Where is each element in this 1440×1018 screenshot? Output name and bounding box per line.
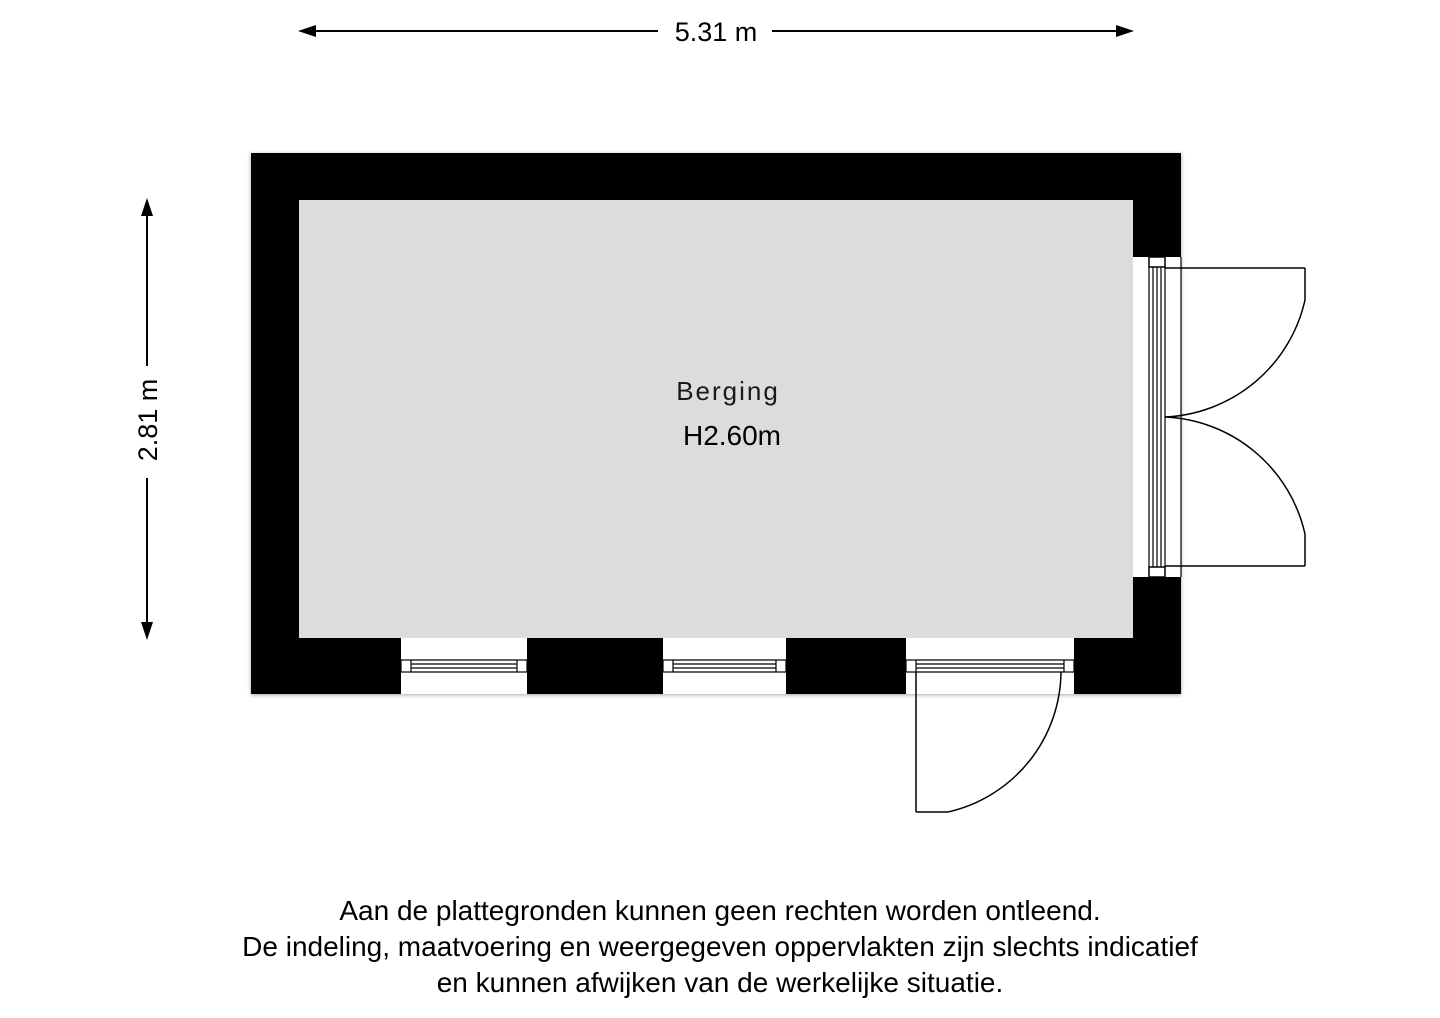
disclaimer [0,893,1440,1001]
double-door-right [1133,257,1305,577]
room-name: Berging [676,376,780,406]
arrow-left-icon [298,25,316,37]
arrow-down-icon [141,622,153,640]
depth-label: 2.81 m [133,378,163,462]
room-height: H2.60m [682,420,782,451]
window-middle [663,638,786,694]
disclaimer-line-3: en kunnen afwijken van de werkelijke situatie. [436,967,1004,998]
door-bottom [906,638,1074,812]
depth-dimension [133,198,163,640]
disclaimer-line-1: Aan de plattegronden kunnen geen rechten worden ontleend. [339,895,1101,926]
arrow-up-icon [141,198,153,216]
arrow-right-icon [1116,25,1134,37]
disclaimer-line-2: De indeling, maatvoering en weergegeven oppervlakten zijn slechts indicatief [242,931,1198,962]
width-label: 5.31 m [674,17,758,47]
window-left [401,638,527,694]
width-dimension [298,17,1134,47]
room-floor [299,200,1133,638]
